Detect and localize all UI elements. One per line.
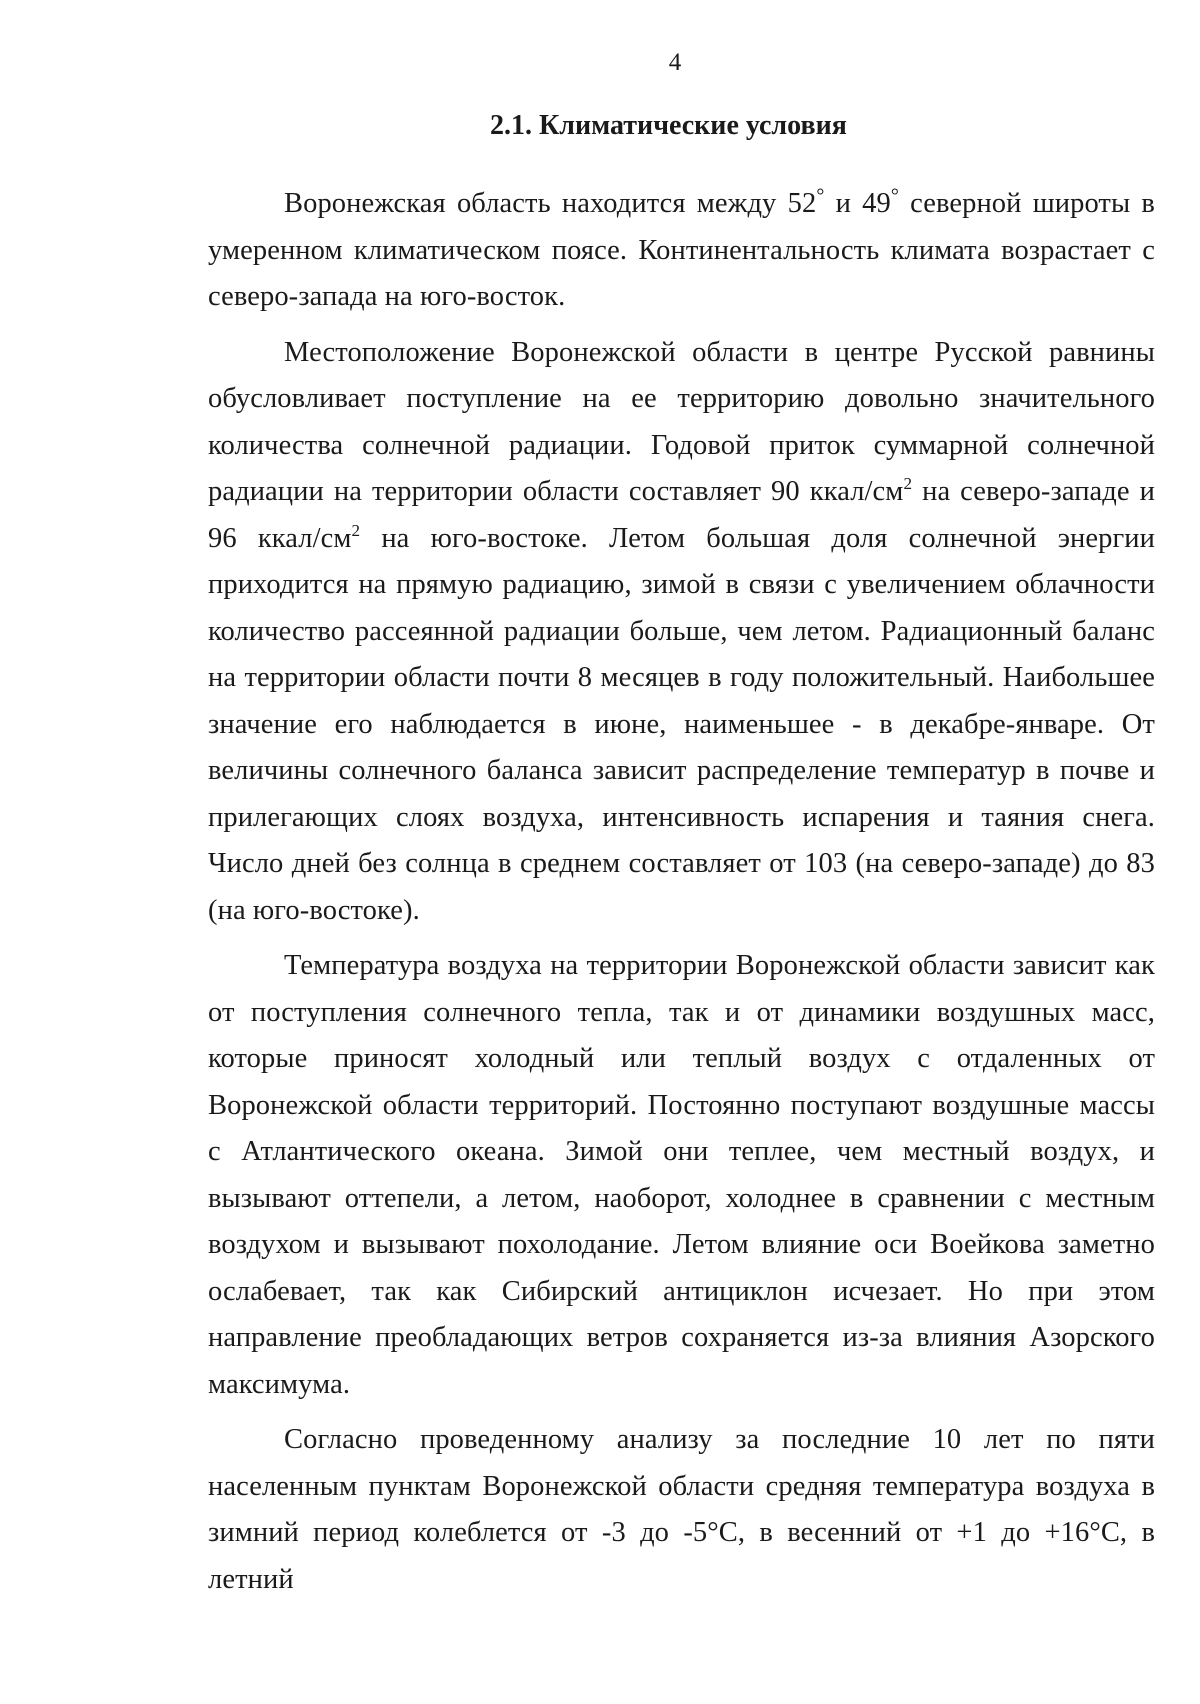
paragraph-text: северной широты в умеренном климатическом поясе. Континентальность климата возрастает с северо-запада на юго-восток. [208, 188, 1155, 312]
section-heading: 2.1. Климатические условия [490, 110, 847, 141]
superscript: 2 [903, 473, 913, 493]
paragraph-analysis: Согласно проведенному анализу за последние 10 лет по пяти населенным пунктам Воронежской области средняя температура воздуха в зимний период колеблется от -3 до -5°С, в весенний от +1 до +16°С, в летний [208, 1424, 1155, 1595]
paragraph-text: на юго-востоке. Летом большая доля солнечной энергии приходится на прямую радиацию, зимой в связи с увеличением облачности количество рассеянной радиации больше, чем летом. Радиационный баланс на территории области почти 8 месяцев в году положительный. Наибольшее значение его наблюдается в июне, наименьшее - в декабре-январе. От величины солнечного баланса зависит распределение температур в почве и прилегающих слоях воздуха, интенсивность испарения и таяния снега. Число дней без солнца в среднем составляет от 103 (на северо-западе) до 83 (на юго-востоке). [208, 522, 1155, 926]
paragraph-text: Воронежская область находится между 52 [284, 188, 817, 219]
paragraph-solar-radiation [208, 330, 1155, 935]
body-text [208, 181, 1155, 1603]
paragraph-text: и 49 [824, 188, 891, 219]
paragraph-latitude [208, 181, 1155, 321]
degree-sign: ° [890, 185, 899, 208]
superscript: 2 [351, 520, 361, 540]
degree-sign: ° [816, 185, 825, 208]
paragraph-air-temperature: Температура воздуха на территории Воронежской области зависит как от поступления солнечного тепла, так и от динамики воздушных масс, которые приносят холодный или теплый воздух с отдаленных от Воронежской области территорий. Постоянно поступают воздушные массы с Атлантического океана. Зимой они теплее, чем местный воздух, и вызывают оттепели, а летом, наоборот, холоднее в сравнении с местным воздухом и вызывают похолодание. Летом влияние оси Воейкова заметно ослабевает, так как Сибирский антициклон исчезает. Но при этом направление преобладающих ветров сохраняется из-за влияния Азорского максимума. [208, 950, 1155, 1400]
paragraph-text: на северо-западе и 96 ккал/см [208, 476, 1155, 554]
page-number: 4 [668, 49, 682, 76]
paragraph-text: Местоположение Воронежской области в центре Русской равнины обусловливает поступление на ее территорию довольно значительного количества солнечной радиации. Годовой приток суммарной солнечной радиации на территории области составляет 90 ккал/см [208, 336, 1155, 507]
